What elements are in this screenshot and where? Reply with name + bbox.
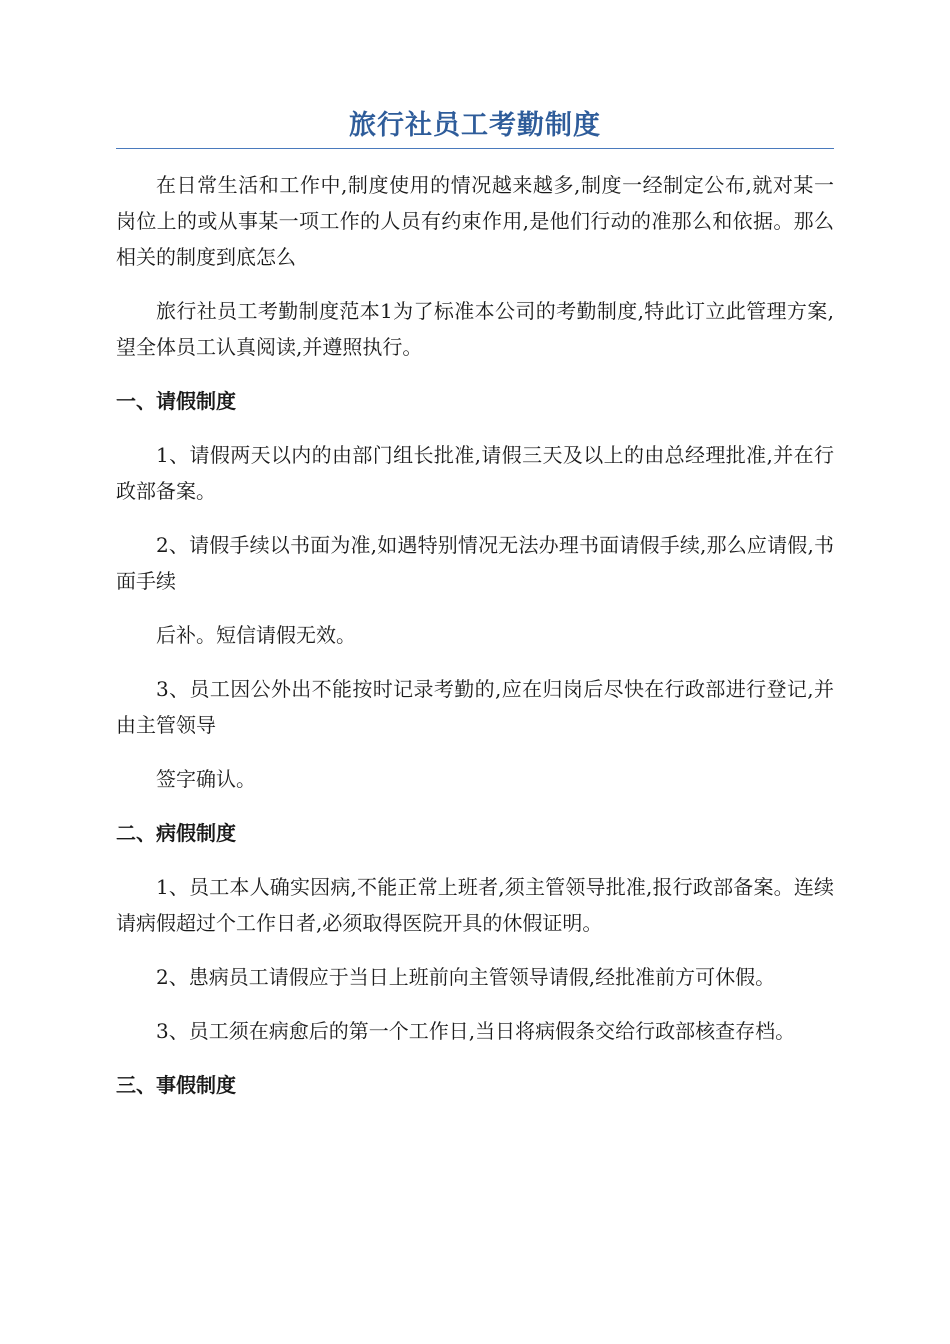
preface-paragraph: 旅行社员工考勤制度范本1为了标准本公司的考勤制度,特此订立此管理方案,望全体员工认真阅读,并遵照执行。	[116, 299, 834, 360]
document-title: 旅行社员工考勤制度	[116, 110, 834, 149]
sick-leave-rule-2: 2、患病员工请假应于当日上班前向主管领导请假,经批准前方可休假。	[156, 965, 776, 990]
sick-leave-rule-1: 1、员工本人确实因病,不能正常上班者,须主管领导批准,报行政部备案。连续请病假超过个工作日者,必须取得医院开具的休假证明。	[116, 875, 834, 936]
leave-rule-1: 1、请假两天以内的由部门组长批准,请假三天及以上的由总经理批准,并在行政部备案。	[116, 443, 834, 504]
section-heading-sick-leave: 二、病假制度	[116, 821, 236, 846]
leave-rule-2: 2、请假手续以书面为准,如遇特别情况无法办理书面请假手续,那么应请假,书面手续	[116, 533, 834, 594]
leave-rule-3-continued: 签字确认。	[156, 767, 256, 792]
document-page	[116, 110, 834, 1121]
sick-leave-rule-3: 3、员工须在病愈后的第一个工作日,当日将病假条交给行政部核查存档。	[156, 1019, 796, 1044]
section-heading-personal-leave: 三、事假制度	[116, 1073, 236, 1098]
intro-paragraph: 在日常生活和工作中,制度使用的情况越来越多,制度一经制定公布,就对某一岗位上的或从事某一项工作的人员有约束作用,是他们行动的准那么和依据。那么相关的制度到底怎么	[116, 173, 834, 270]
section-heading-leave: 一、请假制度	[116, 389, 236, 414]
leave-rule-3: 3、员工因公外出不能按时记录考勤的,应在归岗后尽快在行政部进行登记,并由主管领导	[116, 677, 834, 738]
leave-rule-2-continued: 后补。短信请假无效。	[156, 623, 356, 648]
